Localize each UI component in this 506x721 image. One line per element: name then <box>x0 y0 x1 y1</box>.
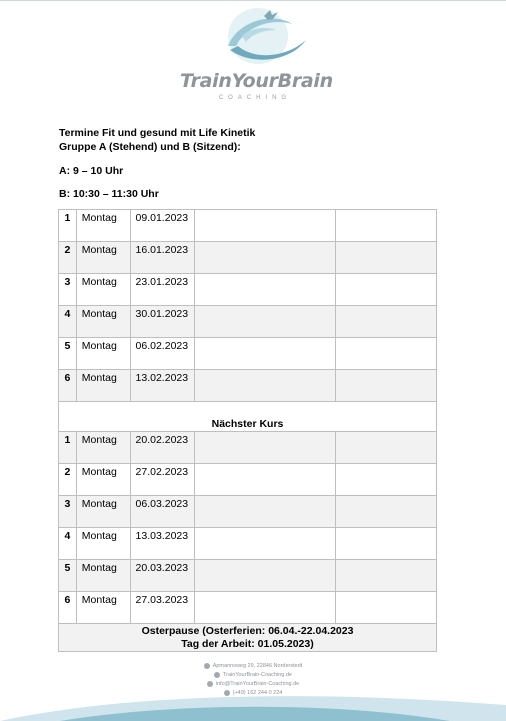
empty-cell <box>195 242 335 274</box>
session-date: 23.01.2023 <box>130 274 195 306</box>
session-day: Montag <box>76 242 130 274</box>
groups-heading: Gruppe A (Stehend) und B (Sitzend): <box>59 141 241 153</box>
session-number: 2 <box>59 242 77 274</box>
session-day: Montag <box>76 306 130 338</box>
session-date: 27.02.2023 <box>130 464 195 496</box>
session-date: 20.03.2023 <box>130 560 195 592</box>
session-number: 3 <box>59 496 77 528</box>
empty-cell <box>335 496 436 528</box>
holiday-note-line1: Osterpause (Osterferien: 06.04.-22.04.2023 <box>141 624 354 637</box>
table-row <box>59 274 437 306</box>
next-course-row <box>59 402 437 432</box>
session-date: 30.01.2023 <box>130 306 195 338</box>
empty-cell <box>195 306 335 338</box>
group-b-time: B: 10:30 – 11:30 Uhr <box>59 188 159 200</box>
group-a-time: A: 9 – 10 Uhr <box>59 165 124 177</box>
session-day: Montag <box>76 210 130 242</box>
session-day: Montag <box>76 338 130 370</box>
schedule-table <box>58 209 437 652</box>
table-row <box>59 432 437 464</box>
session-number: 4 <box>59 528 77 560</box>
empty-cell <box>195 274 335 306</box>
contact-address: Apmannsweg 29, 22846 Norderstedt <box>212 663 303 669</box>
session-day: Montag <box>76 274 130 306</box>
empty-cell <box>195 496 335 528</box>
top-divider <box>0 0 506 1</box>
location-pin-icon <box>204 663 210 669</box>
empty-cell <box>195 432 335 464</box>
brand-logo <box>180 6 333 102</box>
next-course-label: Nächster Kurs <box>59 402 437 432</box>
session-number: 1 <box>59 210 77 242</box>
session-date: 09.01.2023 <box>130 210 195 242</box>
session-day: Montag <box>76 432 130 464</box>
brand-subtitle: COACHING <box>218 95 292 101</box>
table-row <box>59 528 437 560</box>
session-number: 4 <box>59 306 77 338</box>
session-number: 5 <box>59 560 77 592</box>
session-number: 6 <box>59 592 77 624</box>
empty-cell <box>195 528 335 560</box>
contact-website-line <box>0 671 506 680</box>
empty-cell <box>195 338 335 370</box>
table-row <box>59 592 437 624</box>
table-row <box>59 338 437 370</box>
session-day: Montag <box>76 496 130 528</box>
empty-cell <box>195 560 335 592</box>
empty-cell <box>195 464 335 496</box>
table-row <box>59 560 437 592</box>
globe-icon <box>214 672 220 678</box>
session-date: 13.03.2023 <box>130 528 195 560</box>
empty-cell <box>335 528 436 560</box>
table-row <box>59 242 437 274</box>
empty-cell <box>335 338 436 370</box>
table-row <box>59 306 437 338</box>
empty-cell <box>335 242 436 274</box>
table-row <box>59 370 437 402</box>
contact-website[interactable]: TrainYourBrain-Coaching.de <box>223 672 292 678</box>
holiday-note-line2: Tag der Arbeit: 01.05.2023) <box>181 637 314 650</box>
footer-wave <box>0 685 506 721</box>
session-number: 3 <box>59 274 77 306</box>
session-number: 6 <box>59 370 77 402</box>
empty-cell <box>195 210 335 242</box>
empty-cell <box>335 210 436 242</box>
holiday-note <box>59 624 437 652</box>
session-date: 06.02.2023 <box>130 338 195 370</box>
session-day: Montag <box>76 592 130 624</box>
empty-cell <box>335 592 436 624</box>
empty-cell <box>335 370 436 402</box>
session-date: 27.03.2023 <box>130 592 195 624</box>
empty-cell <box>335 560 436 592</box>
document-title: Termine Fit und gesund mit Life Kinetik <box>59 127 256 139</box>
empty-cell <box>195 370 335 402</box>
bird-swoosh-icon <box>180 6 330 72</box>
table-row <box>59 496 437 528</box>
empty-cell <box>335 274 436 306</box>
contact-email[interactable]: info@TrainYourBrain-Coaching.de <box>215 681 300 687</box>
empty-cell <box>195 592 335 624</box>
session-date: 13.02.2023 <box>130 370 195 402</box>
empty-cell <box>335 306 436 338</box>
empty-cell <box>335 432 436 464</box>
session-day: Montag <box>76 464 130 496</box>
contact-phone: (+49) 162 244 0 224 <box>232 690 283 696</box>
session-day: Montag <box>76 560 130 592</box>
contact-address-line <box>0 662 506 671</box>
session-date: 06.03.2023 <box>130 496 195 528</box>
session-date: 16.01.2023 <box>130 242 195 274</box>
table-row <box>59 210 437 242</box>
session-number: 1 <box>59 432 77 464</box>
brand-name: TrainYourBrain <box>180 70 333 92</box>
session-day: Montag <box>76 370 130 402</box>
session-day: Montag <box>76 528 130 560</box>
table-row <box>59 464 437 496</box>
session-date: 20.02.2023 <box>130 432 195 464</box>
session-number: 2 <box>59 464 77 496</box>
session-number: 5 <box>59 338 77 370</box>
empty-cell <box>335 464 436 496</box>
holiday-note-row <box>59 624 437 652</box>
